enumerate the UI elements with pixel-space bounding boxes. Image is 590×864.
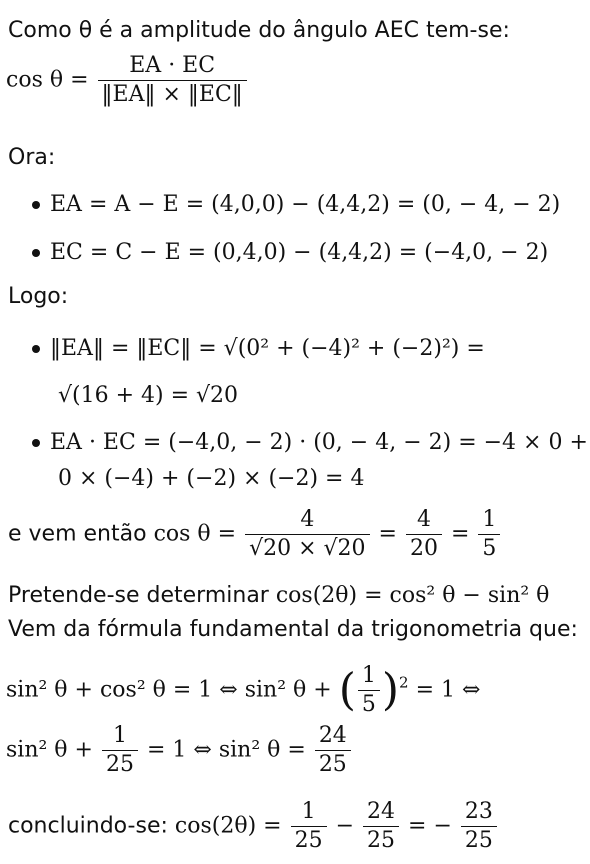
cos-formula-denominator: ‖EA‖ × ‖EC‖ (101, 82, 243, 107)
trig-line1: sin² θ + cos² θ = 1 ⇔ sin² θ + ( $\frac{1}{5}$ )$^2$ = 1 ⇔ (6, 663, 481, 717)
dot-equation-line1: EA · EC = (−4,0, − 2) · (0, − 4, − 2) = −4 × 0 + (50, 430, 588, 455)
ora-label (8, 145, 55, 171)
cos-result-frac3 (478, 508, 500, 561)
cos-result-line: e vem então cos θ = $\frac{4}{√20 \times √20}$ = $\frac{4}{20}$ = $\frac{1}{5}$ (8, 508, 502, 561)
conclusion-frac3-den: 25 (464, 828, 493, 853)
conclusion-lhs: cos(2θ) = (174, 813, 282, 839)
conclusion-frac1-den: 25 (294, 828, 323, 853)
cos-result-frac1 (245, 508, 369, 561)
bullet-dot-icon (32, 439, 40, 447)
conclusion-frac1 (291, 800, 327, 853)
ea-bullet (32, 192, 560, 218)
intro-text (8, 18, 510, 44)
cos-formula-numerator: EA · EC (98, 54, 247, 81)
pretende-text: Pretende-se determinar (8, 583, 269, 608)
trig-frac-24-25 (315, 724, 351, 777)
conclusion-frac2-num: 24 (363, 800, 399, 827)
norm-line2 (58, 383, 238, 409)
frac3-numerator: 1 (478, 508, 500, 535)
logo-label (8, 284, 68, 310)
frac-24-25-denominator: 25 (318, 752, 347, 777)
vem-text: Vem da fórmula fundamental da trigonometria que: (8, 617, 578, 642)
bullet-dot-icon (32, 201, 40, 209)
frac3-denominator: 5 (482, 536, 497, 561)
pretende-line (8, 583, 549, 609)
ec-equation: EC = C − E = (0,4,0) − (4,4,2) = (−4,0, − 2) (50, 240, 549, 265)
cos-formula (6, 54, 249, 107)
trig-line2 (6, 724, 353, 777)
trig-line1-rest: = 1 ⇔ (415, 677, 481, 703)
frac-1-25-numerator: 1 (102, 724, 138, 751)
trig-frac-1-25 (102, 724, 138, 777)
frac-1-25-denominator: 25 (105, 752, 134, 777)
cos-result-lhs: cos θ = (153, 521, 237, 547)
cos-result-frac2 (406, 508, 442, 561)
ea-equation: EA = A − E = (4,0,0) − (4,4,2) = (0, − 4, − 2) (50, 192, 561, 217)
trig-one-fifth (358, 664, 380, 717)
one-fifth-numerator: 1 (358, 664, 380, 691)
dot-bullet (32, 430, 588, 456)
conclusion-frac3 (461, 800, 497, 853)
bullet-dot-icon (32, 345, 40, 353)
bullet-dot-icon (32, 249, 40, 257)
intro-sentence: Como θ é a amplitude do ângulo AEC tem-se: (8, 18, 510, 43)
one-fifth-denominator: 5 (361, 692, 376, 717)
cos-formula-lhs: cos θ = (6, 67, 89, 93)
norm-equation-line2: √(16 + 4) = √20 (58, 383, 239, 408)
frac1-denominator: √20 × √20 (249, 536, 366, 561)
frac2-denominator: 20 (409, 536, 438, 561)
ec-bullet (32, 240, 548, 266)
frac1-numerator: 4 (245, 508, 369, 535)
norm-equation-line1: ‖EA‖ = ‖EC‖ = √(0² + (−4)² + (−2)²) = (50, 336, 485, 361)
trig-line2-b: = 1 ⇔ sin² θ = (146, 737, 306, 763)
ora-text: Ora: (8, 145, 56, 170)
conclusion-frac2-den: 25 (367, 828, 396, 853)
conclusion-line: concluindo-se: cos(2θ) = $\frac{1}{25}$ − $\frac{24}{25}$ = − $\frac{23}{25}$ (8, 800, 499, 853)
conclusion-prefix: concluindo-se: (8, 813, 168, 839)
trig-line2-a: sin² θ + (6, 737, 93, 763)
conclusion-frac3-num: 23 (461, 800, 497, 827)
trig-line1-lhs: sin² θ + cos² θ = 1 ⇔ sin² θ + (6, 677, 332, 703)
dot-line2 (58, 466, 364, 492)
cos-formula-fraction (98, 54, 247, 107)
dot-equation-line2: 0 × (−4) + (−2) × (−2) = 4 (58, 466, 365, 491)
norm-bullet (32, 336, 485, 362)
cos-result-prefix: e vem então (8, 521, 147, 547)
frac2-numerator: 4 (406, 508, 442, 535)
vem-line (8, 617, 578, 643)
conclusion-frac2 (363, 800, 399, 853)
logo-text: Logo: (8, 284, 69, 309)
frac-24-25-numerator: 24 (315, 724, 351, 751)
pretende-formula: cos(2θ) = cos² θ − sin² θ (275, 583, 550, 608)
conclusion-frac1-num: 1 (291, 800, 327, 827)
